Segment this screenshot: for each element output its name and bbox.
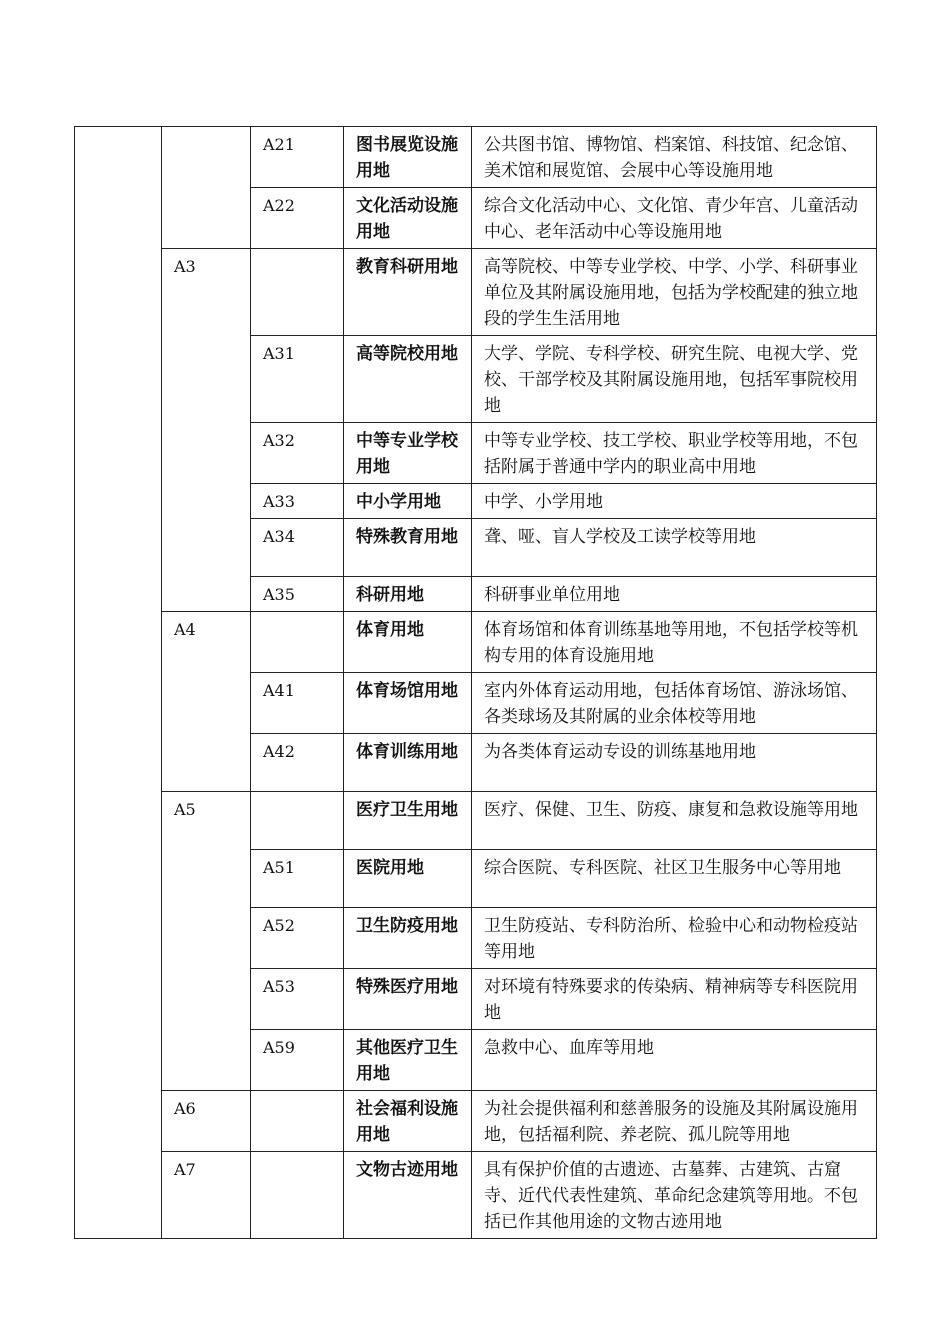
category-name: 卫生防疫用地 — [344, 908, 472, 969]
table-row — [75, 1091, 877, 1152]
land-use-classification-table — [74, 126, 877, 1239]
category-description: 科研事业单位用地 — [472, 577, 877, 612]
category-name: 特殊教育用地 — [344, 519, 472, 577]
category-description: 室内外体育运动用地，包括体育场馆、游泳场馆、各类球场及其附属的业余体校等用地 — [472, 673, 877, 734]
sub-class-code — [251, 1091, 344, 1152]
category-description: 中学、小学用地 — [472, 484, 877, 519]
mid-class-code: A7 — [162, 1152, 251, 1239]
sub-class-code: A51 — [251, 850, 344, 908]
category-name: 医院用地 — [344, 850, 472, 908]
category-name: 高等院校用地 — [344, 336, 472, 423]
category-description: 具有保护价值的古遗迹、古墓葬、古建筑、古窟寺、近代代表性建筑、革命纪念建筑等用地。不包括已作其他用途的文物古迹用地 — [472, 1152, 877, 1239]
mid-class-code: A5 — [162, 792, 251, 1091]
mid-class-cell — [162, 127, 251, 249]
sub-class-code — [251, 612, 344, 673]
sub-class-code: A33 — [251, 484, 344, 519]
category-name: 医疗卫生用地 — [344, 792, 472, 850]
category-name: 体育训练用地 — [344, 734, 472, 792]
category-name: 教育科研用地 — [344, 249, 472, 336]
category-description: 综合医院、专科医院、社区卫生服务中心等用地 — [472, 850, 877, 908]
category-name: 特殊医疗用地 — [344, 969, 472, 1030]
category-description: 中等专业学校、技工学校、职业学校等用地，不包括附属于普通中学内的职业高中用地 — [472, 423, 877, 484]
category-description: 大学、学院、专科学校、研究生院、电视大学、党校、干部学校及其附属设施用地，包括军事院校用地 — [472, 336, 877, 423]
table-row — [75, 127, 877, 188]
category-description: 医疗、保健、卫生、防疫、康复和急救设施等用地 — [472, 792, 877, 850]
table-row — [75, 249, 877, 336]
category-description: 急救中心、血库等用地 — [472, 1030, 877, 1091]
category-name: 中等专业学校用地 — [344, 423, 472, 484]
category-name: 其他医疗卫生用地 — [344, 1030, 472, 1091]
sub-class-code: A32 — [251, 423, 344, 484]
sub-class-code — [251, 792, 344, 850]
mid-class-code: A6 — [162, 1091, 251, 1152]
sub-class-code: A41 — [251, 673, 344, 734]
category-description: 对环境有特殊要求的传染病、精神病等专科医院用地 — [472, 969, 877, 1030]
sub-class-code: A42 — [251, 734, 344, 792]
category-name: 中小学用地 — [344, 484, 472, 519]
sub-class-code — [251, 1152, 344, 1239]
category-description: 综合文化活动中心、文化馆、青少年宫、儿童活动中心、老年活动中心等设施用地 — [472, 188, 877, 249]
major-class-cell — [75, 127, 162, 1239]
sub-class-code: A53 — [251, 969, 344, 1030]
category-name: 体育用地 — [344, 612, 472, 673]
category-name: 图书展览设施用地 — [344, 127, 472, 188]
category-description: 聋、哑、盲人学校及工读学校等用地 — [472, 519, 877, 577]
category-name: 科研用地 — [344, 577, 472, 612]
category-description: 公共图书馆、博物馆、档案馆、科技馆、纪念馆、美术馆和展览馆、会展中心等设施用地 — [472, 127, 877, 188]
category-name: 文化活动设施用地 — [344, 188, 472, 249]
table-row — [75, 612, 877, 673]
sub-class-code: A35 — [251, 577, 344, 612]
table-row — [75, 792, 877, 850]
category-description: 卫生防疫站、专科防治所、检验中心和动物检疫站等用地 — [472, 908, 877, 969]
sub-class-code — [251, 249, 344, 336]
category-description: 为社会提供福利和慈善服务的设施及其附属设施用地，包括福利院、养老院、孤儿院等用地 — [472, 1091, 877, 1152]
sub-class-code: A52 — [251, 908, 344, 969]
category-name: 体育场馆用地 — [344, 673, 472, 734]
category-description: 高等院校、中等专业学校、中学、小学、科研事业单位及其附属设施用地，包括为学校配建的独立地段的学生生活用地 — [472, 249, 877, 336]
category-name: 文物古迹用地 — [344, 1152, 472, 1239]
mid-class-code: A4 — [162, 612, 251, 792]
table-row — [75, 1152, 877, 1239]
category-description: 为各类体育运动专设的训练基地用地 — [472, 734, 877, 792]
sub-class-code: A59 — [251, 1030, 344, 1091]
category-name: 社会福利设施用地 — [344, 1091, 472, 1152]
sub-class-code: A21 — [251, 127, 344, 188]
sub-class-code: A22 — [251, 188, 344, 249]
sub-class-code: A34 — [251, 519, 344, 577]
mid-class-code: A3 — [162, 249, 251, 612]
sub-class-code: A31 — [251, 336, 344, 423]
category-description: 体育场馆和体育训练基地等用地，不包括学校等机构专用的体育设施用地 — [472, 612, 877, 673]
